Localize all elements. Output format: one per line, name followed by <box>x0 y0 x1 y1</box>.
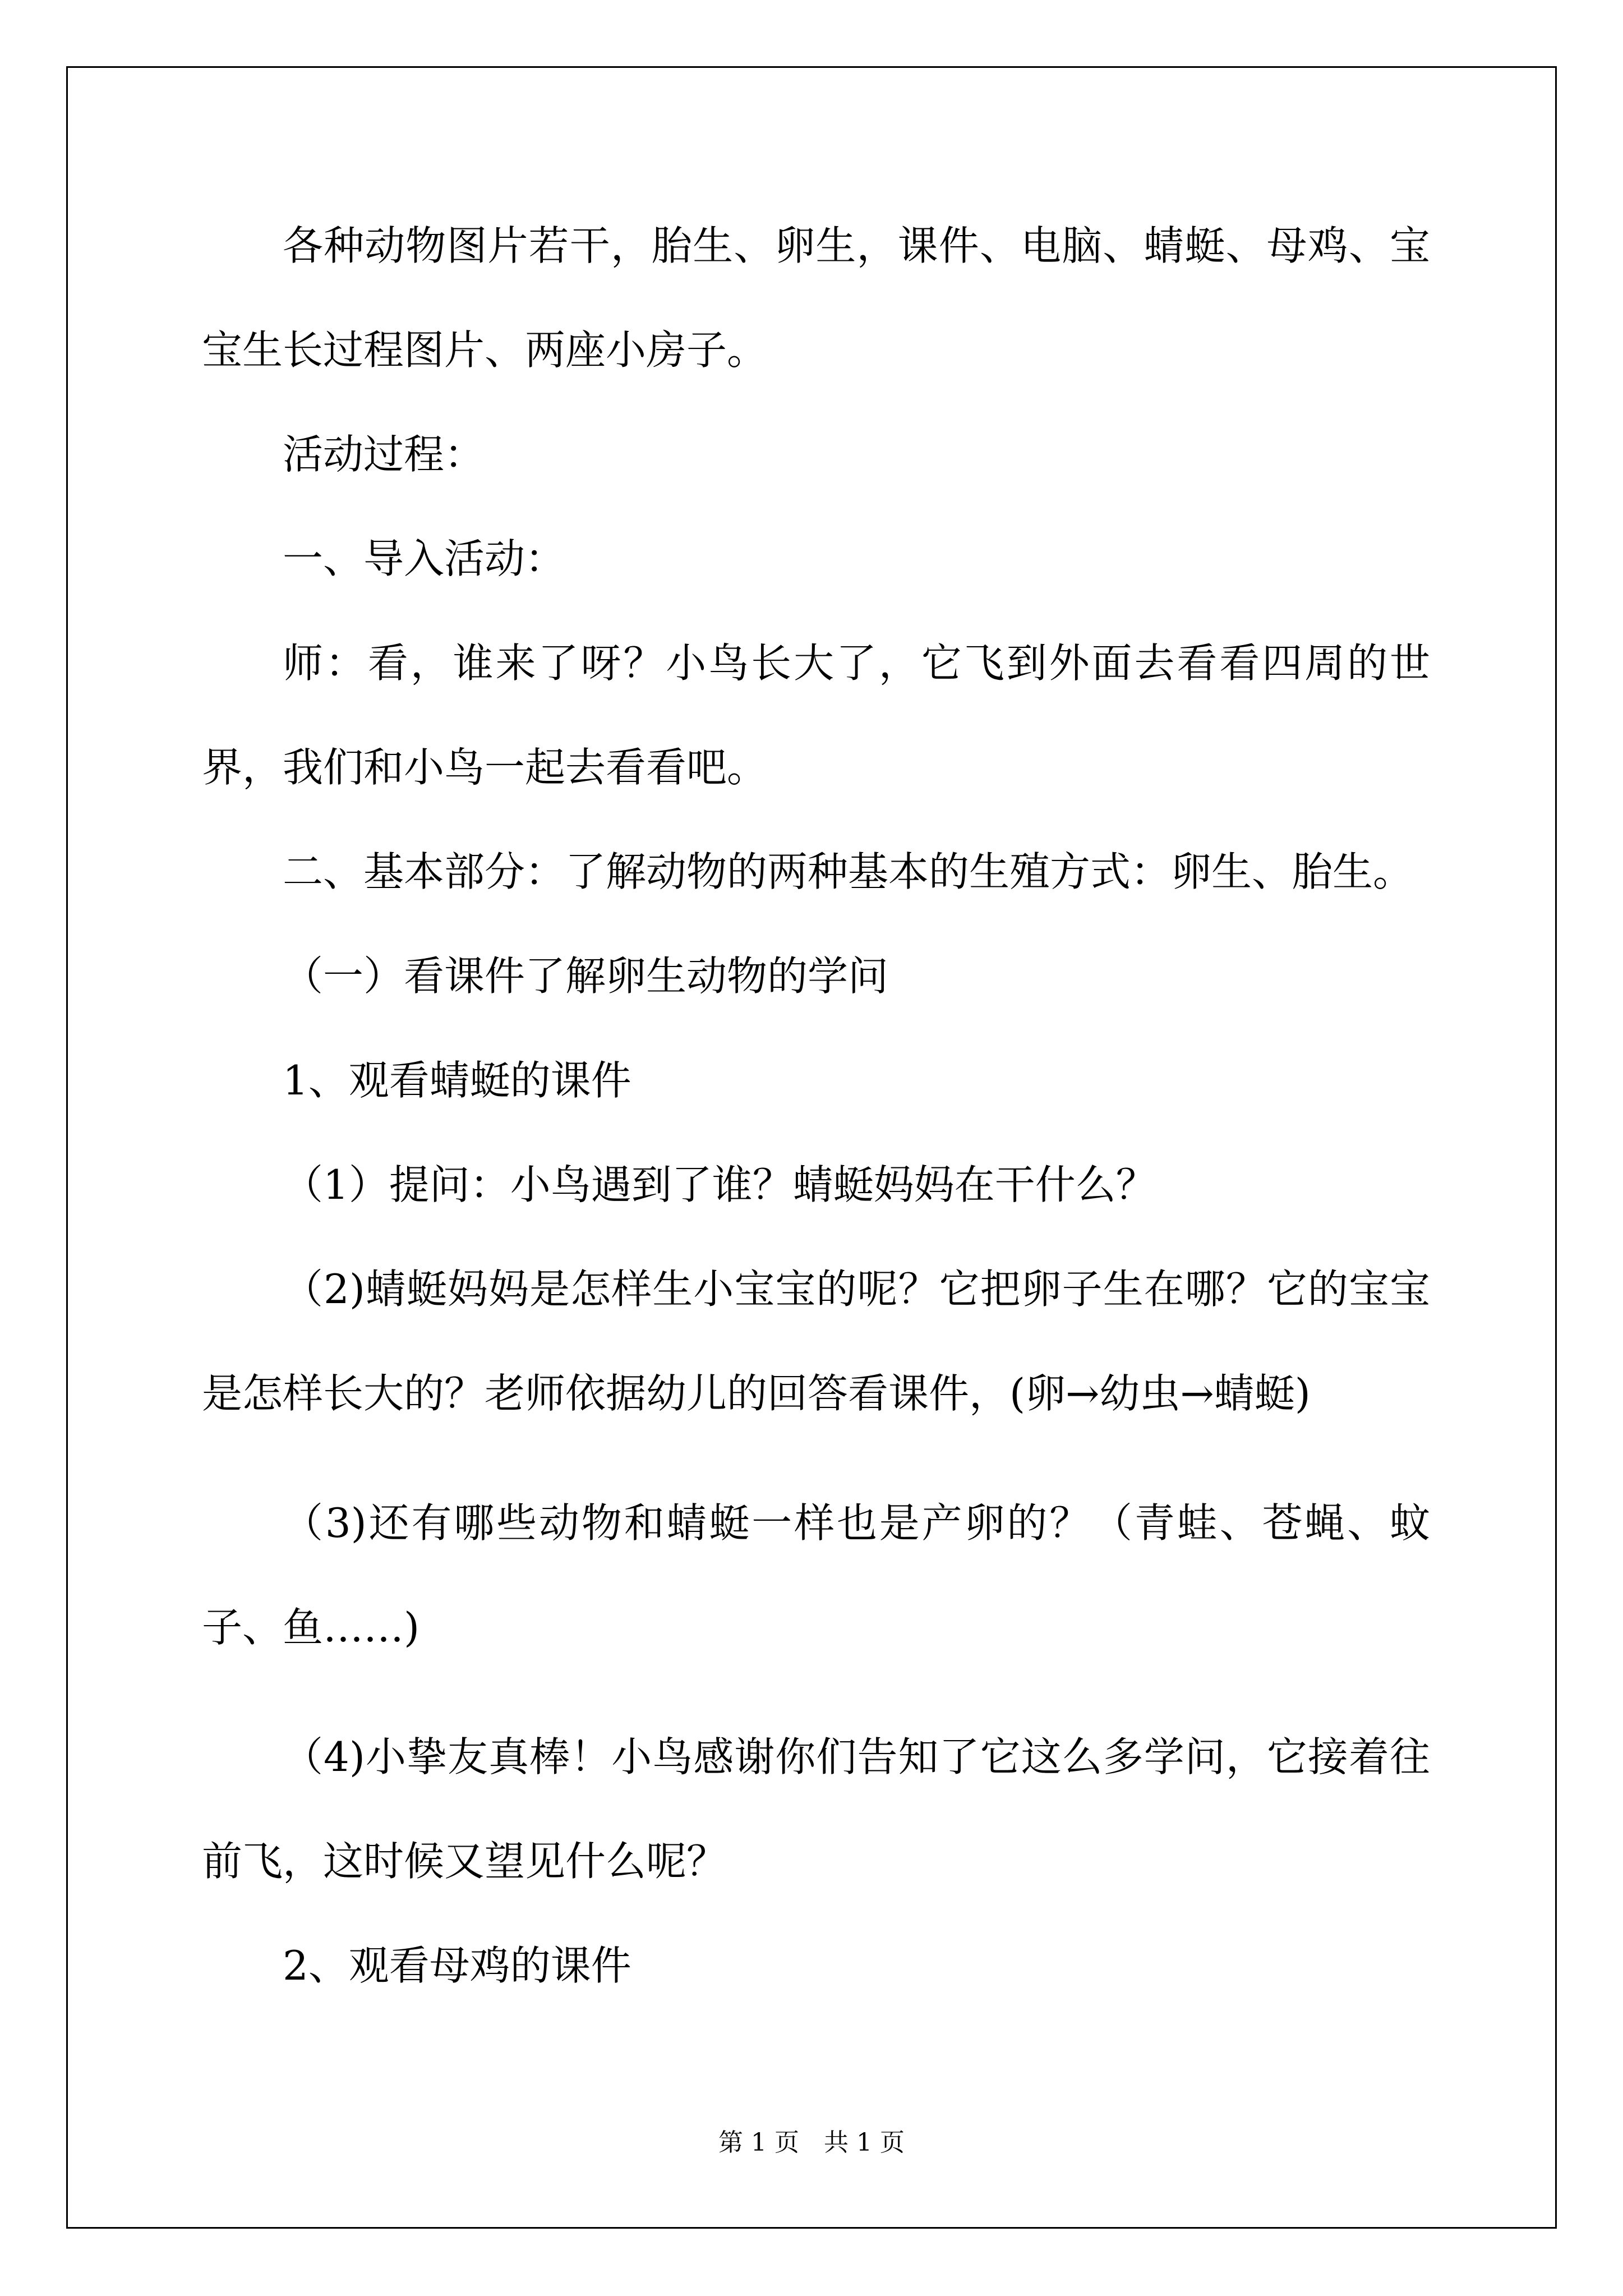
paragraph-teacher-intro: 师：看，谁来了呀？小鸟长大了，它飞到外面去看看四周的世界，我们和小鸟一起去看看吧。 <box>202 639 1430 791</box>
paragraph-question-1: （1）提问：小鸟遇到了谁？蜻蜓妈妈在干什么？ <box>283 1161 1156 1208</box>
paragraph-item-2: 2、观看母鸡的课件 <box>283 1942 631 1989</box>
paragraph-question-4: （4)小挚友真棒！小鸟感谢你们告知了它这么多学问，它接着往前飞，这时候又望见什么呢？ <box>202 1733 1430 1885</box>
paragraph-question-2: （2)蜻蜓妈妈是怎样生小宝宝的呢？它把卵子生在哪？它的宝宝是怎样长大的？老师依据幼儿的回答看课件，(卵→幼虫→蜻蜓) <box>202 1266 1430 1417</box>
paragraph-question-3: （3)还有哪些动物和蜻蜓一样也是产卵的？（青蛙、苍蝇、蚊子、鱼……) <box>202 1499 1430 1651</box>
paragraph-section-one: 一、导入活动： <box>283 535 566 582</box>
paragraph-materials: 各种动物图片若干，胎生、卵生，课件、电脑、蜻蜓、母鸡、宝宝生长过程图片、两座小房子。 <box>202 222 1430 374</box>
document-body <box>202 219 1430 2043</box>
paragraph-section-two: 二、基本部分：了解动物的两种基本的生殖方式：卵生、胎生。 <box>283 848 1414 895</box>
paragraph-item-1: 1、观看蜻蜓的课件 <box>283 1057 631 1104</box>
page-footer: 第 1 页 共 1 页 <box>718 2128 905 2157</box>
paragraph-subsection-one: （一）看课件了解卵生动物的学问 <box>283 953 889 1000</box>
paragraph-process-heading: 活动过程： <box>283 431 485 478</box>
